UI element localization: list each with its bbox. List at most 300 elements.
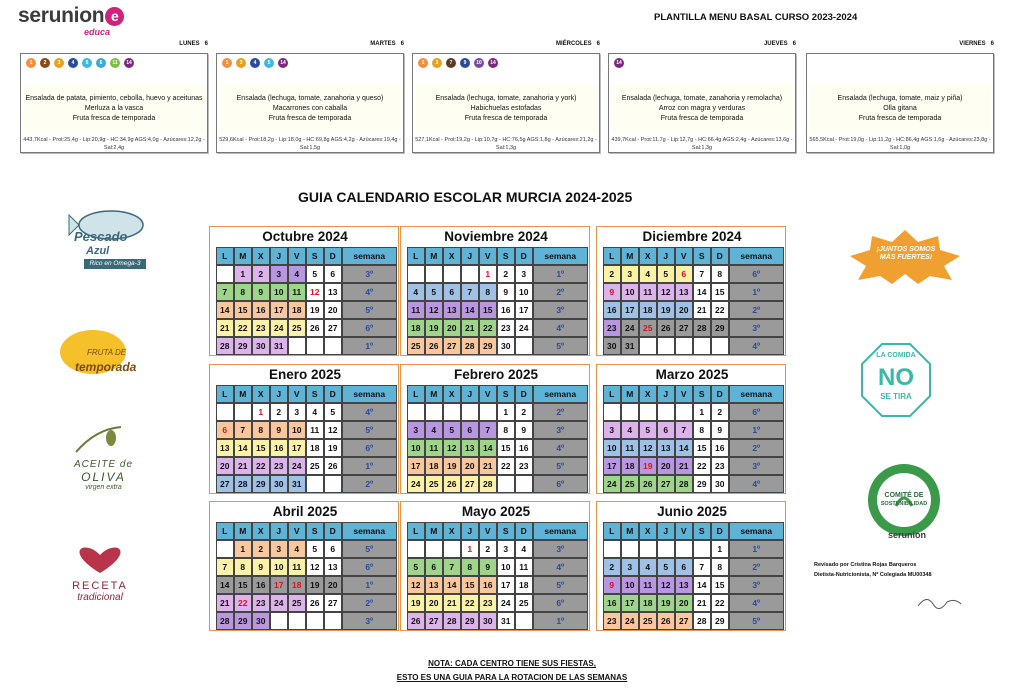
day-cell — [461, 403, 480, 422]
weekday-header: S — [306, 522, 325, 541]
week-number: 1º — [729, 540, 785, 559]
day-cell: 28 — [443, 612, 462, 631]
day-cell — [693, 337, 712, 356]
day-cell: 26 — [657, 319, 676, 338]
day-cell: 29 — [234, 337, 253, 356]
weekday-header: D — [324, 522, 343, 541]
day-cell: 21 — [479, 457, 498, 476]
weekday-header: D — [324, 247, 343, 266]
allergen-icon: 3 — [432, 58, 442, 68]
day-cell: 4 — [621, 421, 640, 440]
day-cell: 13 — [657, 439, 676, 458]
day-cell: 22 — [479, 319, 498, 338]
omega-label: Rico en Omega-3 — [89, 260, 141, 267]
day-cell: 24 — [497, 594, 516, 613]
month-title: Octubre 2024 — [262, 229, 348, 244]
week-number: 3º — [342, 612, 398, 631]
allergen-icon: 3 — [236, 58, 246, 68]
day-cell: 25 — [407, 337, 426, 356]
month-calendar — [400, 226, 590, 356]
day-cell: 20 — [657, 457, 676, 476]
receta-tradicional-badge — [60, 545, 140, 615]
day-cell: 7 — [216, 283, 235, 302]
day-cell: 18 — [288, 576, 307, 595]
weekday-header: semana — [533, 522, 589, 541]
day-cell: 11 — [407, 301, 426, 320]
day-cell: 16 — [603, 301, 622, 320]
week-number: 2º — [729, 301, 785, 320]
day-cell: 5 — [657, 558, 676, 577]
day-cell: 30 — [270, 475, 289, 494]
day-cell: 30 — [252, 337, 271, 356]
day-cell: 13 — [324, 283, 343, 302]
day-cell: 6 — [216, 421, 235, 440]
day-cell: 14 — [234, 439, 253, 458]
dish-line: Habichuelas estofadas — [470, 105, 542, 112]
allergen-icon: 5 — [264, 58, 274, 68]
month-calendar — [596, 226, 786, 356]
weekday-header: D — [515, 385, 534, 404]
azul-label: Azul — [86, 245, 110, 257]
day-cell: 2 — [497, 265, 516, 284]
weekday-header: M — [621, 522, 640, 541]
month-grid — [216, 247, 397, 355]
week-number: 3º — [342, 265, 398, 284]
pescado-azul-badge — [66, 207, 151, 275]
day-cell — [324, 337, 343, 356]
day-cell: 22 — [711, 301, 730, 320]
day-cell: 20 — [425, 594, 444, 613]
day-cell: 27 — [425, 612, 444, 631]
day-cell — [407, 265, 426, 284]
day-cell: 8 — [234, 283, 253, 302]
week-number: 3º — [533, 421, 589, 440]
aceite-oliva-badge — [66, 424, 141, 494]
day-cell: 28 — [216, 337, 235, 356]
day-cell: 4 — [515, 540, 534, 559]
month-title: Enero 2025 — [268, 367, 342, 382]
month-grid — [603, 522, 784, 630]
allergen-icon: 14 — [278, 58, 288, 68]
day-cell — [443, 403, 462, 422]
week-number: 4º — [533, 558, 589, 577]
day-cell: 9 — [603, 576, 622, 595]
weekday-header: M — [621, 247, 640, 266]
day-cell: 26 — [407, 612, 426, 631]
day-cell — [288, 337, 307, 356]
day-cell: 11 — [425, 439, 444, 458]
weekday-header: V — [288, 522, 307, 541]
week-number: 1º — [729, 283, 785, 302]
fruta-temporada-badge — [57, 328, 157, 378]
day-cell: 12 — [639, 439, 658, 458]
menu-dishes — [23, 84, 205, 134]
recycle-circle-icon — [864, 460, 944, 540]
day-cell: 15 — [497, 439, 516, 458]
day-cell: 22 — [711, 594, 730, 613]
day-cell — [675, 337, 694, 356]
day-cell — [234, 403, 253, 422]
weekday-header: D — [324, 385, 343, 404]
month-grid — [407, 385, 588, 493]
weekday-header: D — [711, 247, 730, 266]
weekday-header: L — [216, 385, 235, 404]
month-title: Noviembre 2024 — [444, 229, 548, 244]
month-title: Diciembre 2024 — [642, 229, 742, 244]
day-cell: 24 — [270, 594, 289, 613]
menu-dishes — [809, 84, 991, 134]
day-cell: 5 — [306, 265, 325, 284]
day-cell: 6 — [324, 540, 343, 559]
day-cell: 23 — [515, 457, 534, 476]
dish-line: Ensalada (lechuga, tomate, zanahoria y remolacha) — [621, 95, 783, 102]
day-cell: 3 — [270, 540, 289, 559]
day-cell: 21 — [693, 301, 712, 320]
day-cell: 23 — [603, 612, 622, 631]
day-cell: 6 — [461, 421, 480, 440]
week-number: 2º — [342, 475, 398, 494]
week-number: 4º — [342, 283, 398, 302]
day-cell: 13 — [324, 558, 343, 577]
day-cell: 11 — [306, 421, 325, 440]
day-cell: 9 — [252, 283, 271, 302]
day-cell: 23 — [252, 594, 271, 613]
day-cell: 9 — [252, 558, 271, 577]
dish-line: Fruta fresca de temporada — [858, 115, 942, 122]
day-cell: 19 — [324, 439, 343, 458]
day-cell — [407, 540, 426, 559]
day-cell: 17 — [621, 594, 640, 613]
day-cell — [675, 403, 694, 422]
oliva-label: OLIVA — [81, 470, 126, 484]
day-cell: 26 — [443, 475, 462, 494]
day-cell: 21 — [216, 319, 235, 338]
weekday-header: S — [306, 385, 325, 404]
day-cell: 5 — [639, 421, 658, 440]
week-number: 3º — [729, 576, 785, 595]
month-calendar — [209, 501, 399, 631]
day-cell: 17 — [515, 301, 534, 320]
day-cell: 27 — [675, 319, 694, 338]
day-cell: 29 — [693, 475, 712, 494]
day-cell: 4 — [407, 283, 426, 302]
day-cell: 4 — [425, 421, 444, 440]
week-number: 4º — [729, 475, 785, 494]
day-cell: 21 — [216, 594, 235, 613]
day-cell: 19 — [306, 301, 325, 320]
month-grid — [216, 385, 397, 493]
olive-branch-icon — [66, 424, 141, 454]
day-cell: 3 — [621, 265, 640, 284]
day-cell: 3 — [407, 421, 426, 440]
day-cell: 26 — [324, 457, 343, 476]
day-cell — [288, 612, 307, 631]
day-cell: 28 — [216, 612, 235, 631]
week-number: 3º — [533, 301, 589, 320]
day-cell: 18 — [407, 319, 426, 338]
day-cell: 22 — [252, 457, 271, 476]
menu-dishes — [415, 84, 597, 134]
weekday-header: V — [479, 247, 498, 266]
day-cell — [461, 265, 480, 284]
logo-subtitle: educa — [84, 27, 111, 37]
day-cell: 26 — [306, 594, 325, 613]
day-cell: 27 — [324, 319, 343, 338]
weekday-header: J — [270, 385, 289, 404]
day-cell — [306, 337, 325, 356]
weekday-header: L — [603, 522, 622, 541]
day-cell: 4 — [288, 540, 307, 559]
month-title: Junio 2025 — [657, 504, 727, 519]
weekday-header: semana — [342, 522, 398, 541]
weekday-header: semana — [729, 247, 785, 266]
day-cell — [639, 337, 658, 356]
week-number: 4º — [729, 594, 785, 613]
week-number: 1º — [342, 457, 398, 476]
day-cell: 1 — [479, 265, 498, 284]
day-cell: 4 — [288, 265, 307, 284]
day-cell: 1 — [234, 265, 253, 284]
reviewer-credentials: Dietista-Nutricionista, Nº Colegiada MU00348 — [814, 572, 932, 578]
day-cell: 30 — [497, 337, 516, 356]
weekday-header: X — [639, 385, 658, 404]
day-cell: 15 — [461, 576, 480, 595]
temporada-label: temporada — [75, 360, 137, 374]
day-cell: 7 — [461, 283, 480, 302]
logo-e-icon: e — [105, 7, 124, 26]
day-cell: 16 — [252, 576, 271, 595]
day-cell: 25 — [639, 319, 658, 338]
day-cell: 15 — [711, 576, 730, 595]
day-cell: 13 — [461, 439, 480, 458]
day-cell: 5 — [443, 421, 462, 440]
day-cell: 19 — [657, 594, 676, 613]
day-cell: 8 — [711, 265, 730, 284]
day-cell — [657, 540, 676, 559]
day-cell: 6 — [425, 558, 444, 577]
day-cell: 6 — [324, 265, 343, 284]
allergen-icons — [222, 58, 372, 68]
day-cell: 12 — [306, 283, 325, 302]
day-cell: 5 — [324, 403, 343, 422]
day-cell: 2 — [603, 558, 622, 577]
day-cell: 6 — [443, 283, 462, 302]
weekday-header: V — [479, 522, 498, 541]
day-cell: 8 — [461, 558, 480, 577]
day-cell: 27 — [216, 475, 235, 494]
weekday-header: L — [407, 385, 426, 404]
allergen-icon: 4 — [250, 58, 260, 68]
day-cell: 9 — [711, 421, 730, 440]
week-number: 2º — [342, 594, 398, 613]
day-cell: 19 — [657, 301, 676, 320]
dish-line: Ensalada de patata, pimiento, cebolla, huevo y aceitunas — [25, 95, 203, 102]
day-cell: 14 — [216, 576, 235, 595]
weekday-header: V — [675, 385, 694, 404]
day-cell: 5 — [657, 265, 676, 284]
day-cell: 31 — [288, 475, 307, 494]
day-cell: 2 — [711, 403, 730, 422]
day-cell: 17 — [288, 439, 307, 458]
week-number: 5º — [533, 457, 589, 476]
day-cell: 8 — [234, 558, 253, 577]
day-cell: 26 — [306, 319, 325, 338]
allergen-icon: 4 — [68, 58, 78, 68]
day-cell: 30 — [252, 612, 271, 631]
day-cell: 1 — [497, 403, 516, 422]
day-cell: 8 — [693, 421, 712, 440]
day-cell — [216, 265, 235, 284]
day-cell: 9 — [603, 283, 622, 302]
day-cell: 21 — [461, 319, 480, 338]
day-cell: 3 — [515, 265, 534, 284]
day-cell: 18 — [288, 301, 307, 320]
day-cell: 14 — [675, 439, 694, 458]
week-number: 6º — [342, 558, 398, 577]
day-cell: 25 — [639, 612, 658, 631]
day-cell — [324, 612, 343, 631]
week-number: 1º — [729, 421, 785, 440]
day-cell: 20 — [324, 576, 343, 595]
day-cell: 10 — [621, 283, 640, 302]
day-cell: 21 — [693, 594, 712, 613]
day-cell: 8 — [252, 421, 271, 440]
virgen-label: virgen extra — [85, 484, 122, 491]
weekday-header: D — [515, 522, 534, 541]
reviewer-name: Revisado por Cristina Rojas Barqueros — [814, 562, 917, 568]
weekday-header: D — [711, 522, 730, 541]
day-cell — [479, 403, 498, 422]
week-number: 6º — [342, 319, 398, 338]
week-number: 1º — [342, 337, 398, 356]
day-cell: 29 — [234, 612, 253, 631]
nutrition-info: 439,7Kcal - Prot:11,7g - Lip:12,7g - HC:66,4g AGS:2,4g - Azúcares:13,6g - Sal:1,3g — [611, 137, 793, 151]
day-cell: 3 — [603, 421, 622, 440]
day-cell: 19 — [306, 576, 325, 595]
day-cell: 12 — [443, 439, 462, 458]
day-cell: 29 — [252, 475, 271, 494]
day-cell: 24 — [621, 612, 640, 631]
allergen-icons — [614, 58, 764, 68]
day-cell — [711, 337, 730, 356]
day-cell: 17 — [407, 457, 426, 476]
nutrition-info: 529,6Kcal - Prot:18,2g - Lip:18,0g - HC:69,8g AGS:4,2g - Azúcares:19,4g - Sal:1,5g — [219, 137, 401, 151]
day-cell: 28 — [479, 475, 498, 494]
allergen-icons — [418, 58, 568, 68]
week-number: 5º — [533, 576, 589, 595]
day-cell: 16 — [497, 301, 516, 320]
weekday-header: J — [461, 247, 480, 266]
month-grid — [407, 247, 588, 355]
day-cell: 1 — [234, 540, 253, 559]
weekday-header: M — [621, 385, 640, 404]
day-cell: 10 — [270, 558, 289, 577]
week-number: 1º — [533, 612, 589, 631]
day-cell: 17 — [603, 457, 622, 476]
day-cell: 22 — [461, 594, 480, 613]
month-calendar — [596, 501, 786, 631]
day-cell — [425, 540, 444, 559]
fruta-label: FRUTA DE — [87, 348, 127, 357]
weekday-header: S — [306, 247, 325, 266]
comite-sostenibilidad-badge — [864, 460, 944, 546]
day-cell: 14 — [461, 301, 480, 320]
month-calendar — [596, 364, 786, 494]
day-cell: 9 — [515, 421, 534, 440]
comida-no-tira-badge — [860, 342, 932, 418]
month-grid — [216, 522, 397, 630]
day-cell — [306, 612, 325, 631]
day-cell: 9 — [479, 558, 498, 577]
week-number: 2º — [729, 558, 785, 577]
day-cell — [603, 540, 622, 559]
document-title: PLANTILLA MENU BASAL CURSO 2023-2024 — [654, 12, 858, 23]
day-cell: 26 — [425, 337, 444, 356]
day-cell: 15 — [479, 301, 498, 320]
day-cell: 31 — [621, 337, 640, 356]
day-cell: 13 — [425, 576, 444, 595]
weekday-header: S — [693, 385, 712, 404]
week-number: 2º — [533, 283, 589, 302]
weekday-header: semana — [342, 385, 398, 404]
weekday-header: X — [252, 522, 271, 541]
day-cell: 20 — [216, 457, 235, 476]
menu-card-3 — [608, 53, 796, 153]
day-cell: 20 — [324, 301, 343, 320]
week-number: 5º — [342, 301, 398, 320]
allergen-icon: 14 — [488, 58, 498, 68]
day-cell: 12 — [324, 421, 343, 440]
day-cell: 17 — [621, 301, 640, 320]
day-cell: 30 — [479, 612, 498, 631]
day-cell: 15 — [234, 301, 253, 320]
allergen-icon: 5 — [82, 58, 92, 68]
allergen-icons — [26, 58, 176, 68]
week-number: 5º — [342, 421, 398, 440]
menu-card-2 — [412, 53, 600, 153]
dish-line: Olla gitana — [883, 105, 917, 112]
day-cell: 10 — [603, 439, 622, 458]
day-cell — [515, 475, 534, 494]
day-cell: 20 — [675, 301, 694, 320]
day-cell: 11 — [621, 439, 640, 458]
day-cell — [675, 540, 694, 559]
weekday-header: J — [657, 247, 676, 266]
day-cell — [407, 403, 426, 422]
day-cell: 30 — [603, 337, 622, 356]
day-cell: 2 — [270, 403, 289, 422]
day-cell: 25 — [306, 457, 325, 476]
weekday-header: M — [425, 522, 444, 541]
day-cell: 14 — [479, 439, 498, 458]
day-cell — [425, 265, 444, 284]
juntos-label: ¡JUNTOS SOMOS MÁS FUERTES! — [876, 246, 936, 261]
week-number: 3º — [729, 319, 785, 338]
month-calendar — [400, 364, 590, 494]
day-cell: 20 — [461, 457, 480, 476]
weekday-header: V — [675, 247, 694, 266]
day-cell: 24 — [407, 475, 426, 494]
day-cell — [639, 403, 658, 422]
day-cell — [443, 540, 462, 559]
day-cell: 28 — [693, 612, 712, 631]
day-cell: 21 — [675, 457, 694, 476]
month-grid — [603, 385, 784, 493]
week-number: 6º — [729, 403, 785, 422]
day-cell — [324, 475, 343, 494]
day-cell: 23 — [603, 319, 622, 338]
day-cell: 14 — [216, 301, 235, 320]
